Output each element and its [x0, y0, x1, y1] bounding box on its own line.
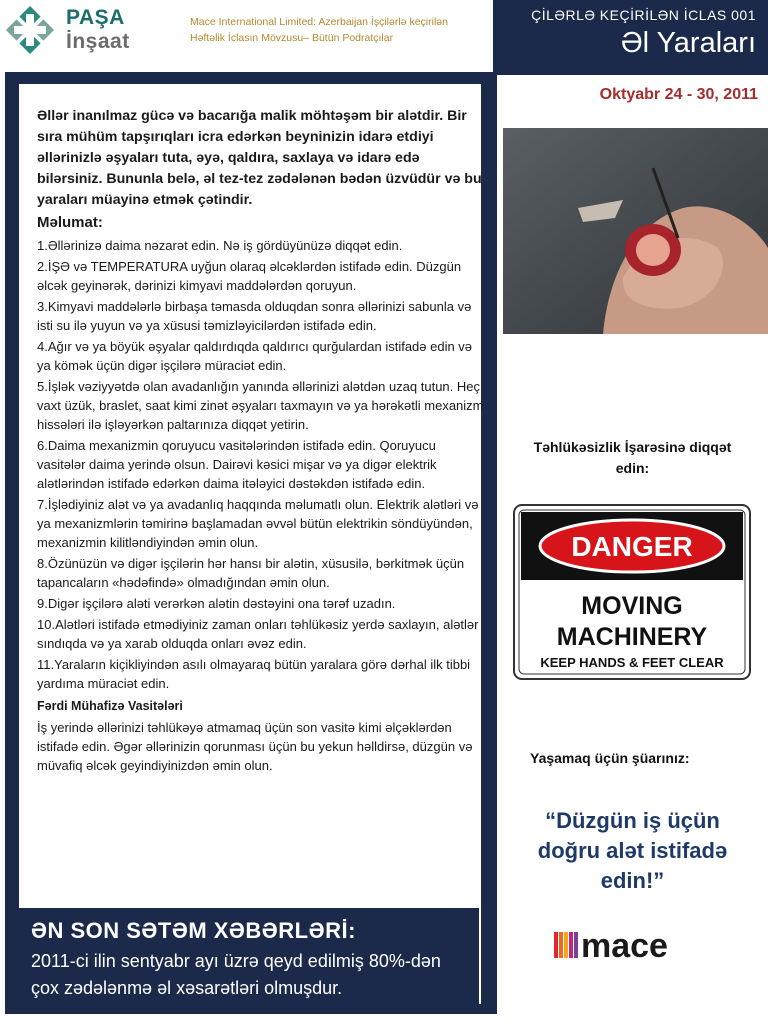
danger-sign [513, 504, 751, 680]
news-body: 2011-ci ilin sentyabr ayı üzrə qeyd edilmiş 80%-dən çox zədələnmə əl xəsarətləri olmuşdur. [31, 951, 441, 998]
list-item: 8.Özünüzün və digər işçilərin hər hansı bir alətin, xüsusilə, bərkitmək üçün tapancaların «hədəfində» olmadığından əmin olun. [37, 556, 465, 590]
list-item: 11.Yaraların kiçikliyindən asılı olmayaraq bütün yaralara görə dərhal ilk tibbi yardıma müraciət edin. [37, 657, 471, 691]
header-kicker: ÇİLƏRLƏ KEÇİRİLƏN İCLAS 001 [531, 7, 756, 23]
sign-line3: KEEP HANDS & FEET CLEAR [540, 655, 724, 670]
list-item: 10.Alətləri istifadə etmədiyiniz zaman onları təhlükəsiz yerdə saxlayın, alətlər sındıqda və ya xarab olduqda onları əvəz edin. [37, 617, 479, 651]
header-subtitle: Mace International Limited: Azerbaijan İşçilərlə keçirilən Həftəlik İclasın Mövzusu– Bütün Podratçılar [190, 16, 448, 44]
motto-quote: “Düzgün iş üçün doğru alət istifadə edin!” [537, 808, 728, 893]
mace-logo [554, 926, 724, 962]
hand-injury-photo [503, 128, 768, 334]
intro-paragraph: Əllər inanılmaz gücə və bacarığa malik möhtəşəm bir alətdir. Bir sıra mühüm tapşırıqları icra edərkən beyninizin idarə etdiyi əllərinizlə əşyaları tuta, əyə, qaldıra, saxlaya və idarə edə bilərsiniz. Bununla belə, əl tez-tez zədələnən bədən üzvüdür və bu yaraları müayinə etmək çətindir. [37, 108, 482, 208]
list-item: 7.İşlədiyiniz alət və ya avadanlıq haqqında məlumatlı olun. Elektrik alətləri və ya mexanizmlərin təmirinə başlamadan əvvəl bütün elektrikin söndüyündən, mexanizmin kilitləndiyindən əmin olun. [37, 497, 479, 550]
ppe-heading: Fərdi Mühafizə Vasitələri [37, 699, 183, 713]
list-item: 5.İşlək vəziyyətdə olan avadanlığın yanında əllərinizi alətdən uzaq tutun. Heç vaxt üzük, braslet, saat kimi zinət əşyaları taxmayın və ya hərəkətli mexanizm hissələri ilə işləyərkən paltarınıza diqqət yetirin. [37, 379, 484, 432]
news-heading: ƏN SON SƏTƏM XƏBƏRLƏRİ: [31, 918, 356, 943]
main-content [19, 84, 484, 1004]
mace-logo-text: mace [581, 927, 668, 962]
ppe-paragraph: İş yerində əllərinizi təhlükəyə atmamaq üçün son vasitə kimi əlçəklərdən istifadə edin. Əgər əllərinizin qorunması üçün bu yekun həlldirsə, düzgün və müvafiq əlcək geyindiyinizdən əmin olun. [37, 720, 473, 773]
mace-stripes-icon [554, 932, 578, 958]
sign-line2: MACHINERY [556, 623, 708, 651]
sign-line1: MOVING [581, 592, 683, 620]
list-item: 3.Kimyavi maddələrlə birbaşa təmasda olduqdan sonra əllərinizi sabunla və isti su ilə yuyun və ya xüsusi təmizləyicilərdən istifadə edin. [37, 299, 472, 333]
list-item: 4.Ağır və ya böyük əşyalar qaldırdıqda qaldırıcı qurğulardan istifadə edin və ya kömək üçün digər işçilərə müraciət edin. [37, 339, 473, 373]
list-item: 6.Daima mexanizmin qoruyucu vasitələrindən istifadə edin. Qoruyucu vasitələr daima yerində olsun. Dairəvi kəsici mişar və ya digər elektrik alətlərindən istifadə edərkən daima itələyici dəstəkdən istifadə edin. [37, 438, 437, 491]
list-item: 2.İŞƏ və TEMPERATURA uyğun olaraq əlcəklərdən istifadə edin. Düzgün əlcək geyinərək, dərinizi kimyavi maddələrdən qoruyun. [37, 259, 462, 293]
logo-text-pasa: PAŞA [66, 6, 125, 29]
date-range: Oktyabr 24 - 30, 2011 [599, 86, 758, 103]
news-box [19, 908, 479, 1004]
main-frame [5, 72, 497, 1014]
list-item: 1.Əllərinizə daima nəzarət edin. Nə iş gördüyünüzə diqqət edin. [37, 238, 403, 253]
company-logo [0, 0, 140, 60]
page-title: Əl Yaraları [620, 27, 756, 59]
list-item: 9.Digər işçilərə aləti verərkən alətin dəstəyini ona tərəf uzadın. [37, 596, 396, 611]
warning-sign-label: Təhlükəsizlik İşarəsinə diqqət edin: [533, 439, 732, 476]
sign-danger-word: DANGER [571, 531, 693, 562]
info-heading: Məlumat: [37, 214, 103, 231]
header-band [493, 0, 768, 75]
article-body [37, 106, 485, 777]
logo-text-insaat: İnşaat [66, 30, 130, 53]
motto-label: Yaşamaq üçün şüarınız: [530, 750, 690, 766]
pasa-logo-icon [4, 4, 56, 56]
